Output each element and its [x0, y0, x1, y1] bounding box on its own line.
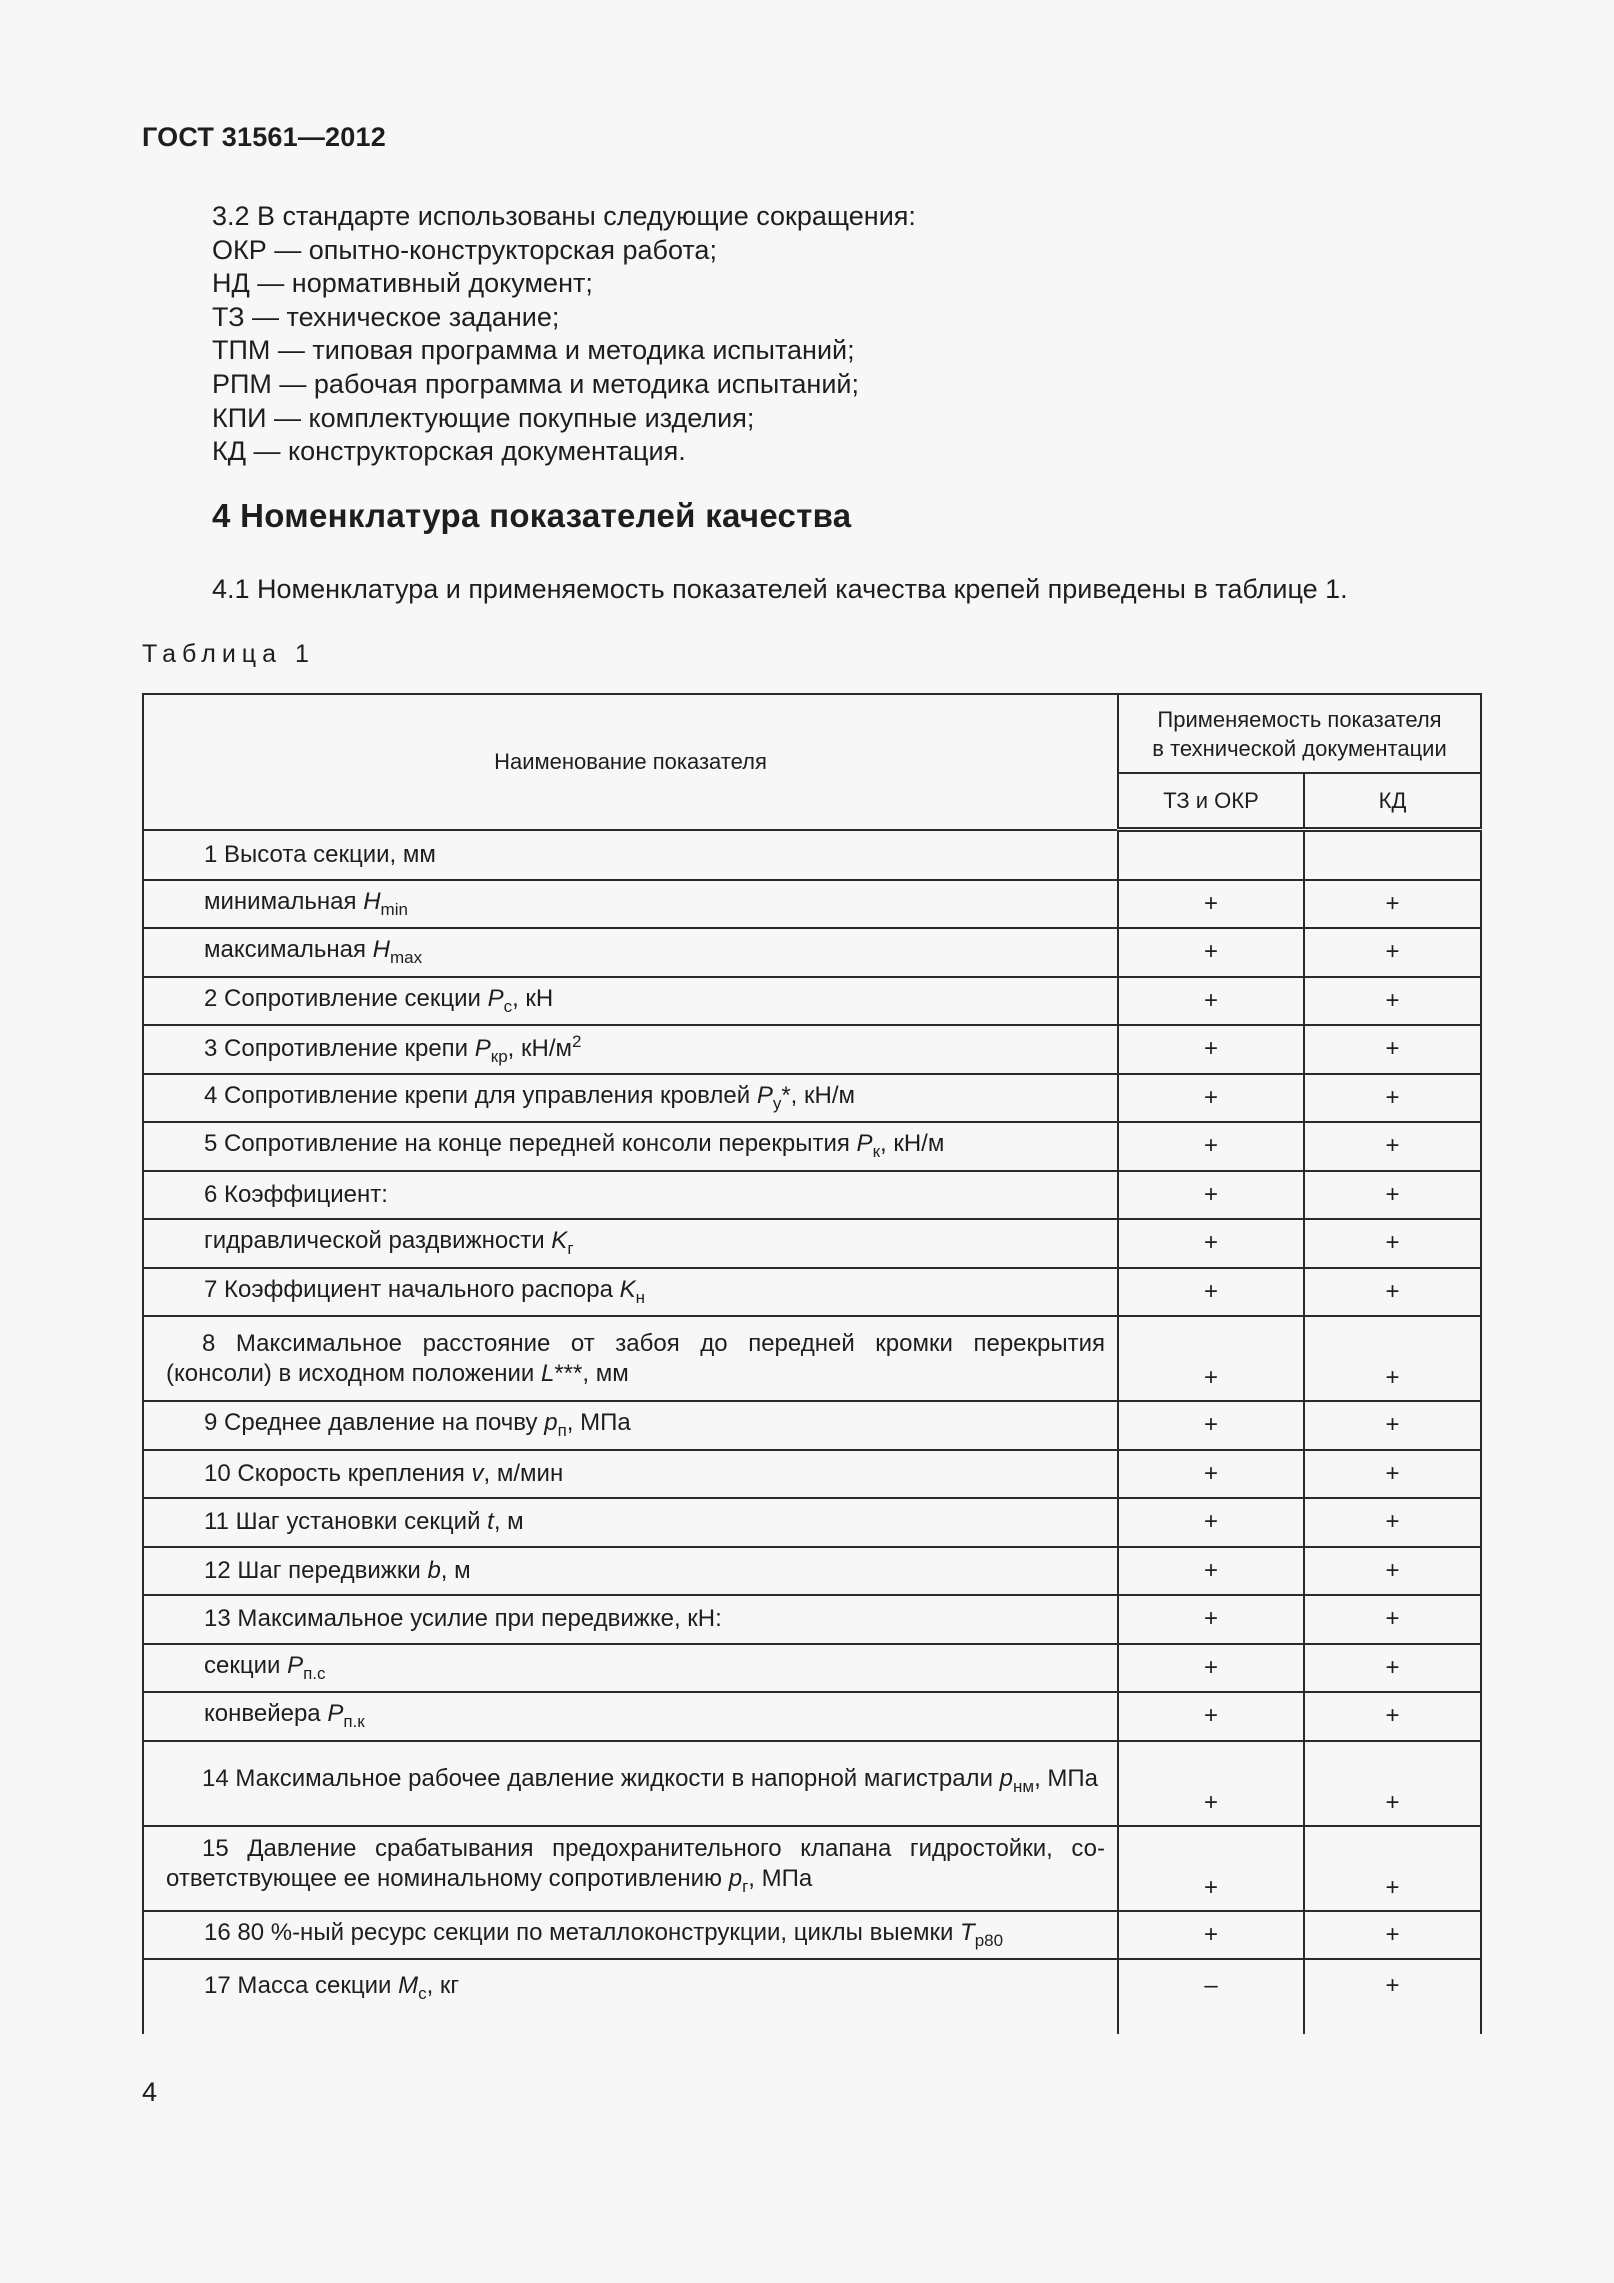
indicator-subscript: нм: [1013, 1776, 1035, 1796]
indicator-symbol: t: [487, 1508, 494, 1536]
column-header-applicability: [1118, 694, 1481, 773]
indicator-symbol: H: [363, 887, 381, 915]
kd-mark-cell: +: [1304, 1959, 1481, 2034]
indicator-text: 8 Максимальное расстояние от забоя до передней кромки перекрытия (консоли) в исходном положении: [166, 1329, 1105, 1387]
abbreviations-list: [212, 200, 916, 469]
kd-mark-cell: +: [1304, 1122, 1481, 1171]
indicator-text: 5 Сопротивление на конце передней консоли перекрытия: [204, 1130, 857, 1158]
indicator-name-cell: [143, 1401, 1118, 1450]
tz-okr-mark-cell: +: [1118, 1025, 1304, 1074]
kd-mark-cell: +: [1304, 1741, 1481, 1826]
table-caption: Таблица 1: [142, 640, 315, 668]
indicator-name-cell: [143, 1171, 1118, 1220]
indicator-symbol: K: [619, 1275, 636, 1303]
indicator-unit: , МПа: [1034, 1765, 1099, 1793]
tz-okr-mark-cell: +: [1118, 1644, 1304, 1693]
kd-mark-cell: +: [1304, 1498, 1481, 1547]
indicator-unit: , м: [493, 1508, 524, 1536]
indicator-subscript: с: [418, 1983, 427, 2003]
tz-okr-mark-cell: +: [1118, 880, 1304, 929]
abbreviation-item: КД — конструкторская документация.: [212, 436, 686, 467]
indicator-symbol: P: [327, 1700, 344, 1728]
indicator-name-cell: [143, 1025, 1118, 1074]
table-row: [143, 1741, 1481, 1826]
indicator-text: конвейера: [204, 1700, 328, 1728]
indicator-text: 9 Среднее давление на почву: [204, 1409, 545, 1437]
indicator-name-cell: [143, 1644, 1118, 1693]
indicator-subscript: к: [872, 1142, 880, 1162]
indicator-name-cell: [143, 977, 1118, 1026]
indicator-subscript: max: [390, 948, 423, 968]
kd-mark-cell: +: [1304, 1911, 1481, 1960]
tz-okr-mark-cell: +: [1118, 1122, 1304, 1171]
table-row: [143, 880, 1481, 929]
indicator-name-cell: [143, 1450, 1118, 1499]
indicator-symbol: P: [474, 1034, 491, 1062]
kd-mark-cell: +: [1304, 1826, 1481, 1911]
kd-mark-cell: +: [1304, 1171, 1481, 1220]
indicator-subscript: г: [567, 1239, 574, 1259]
tz-okr-mark-cell: +: [1118, 1268, 1304, 1317]
indicator-name-cell: [143, 928, 1118, 977]
document-code: ГОСТ 31561—2012: [142, 122, 386, 152]
indicator-subscript: с: [503, 996, 513, 1016]
indicator-subscript: min: [380, 899, 408, 919]
indicator-unit: *, кН/м: [781, 1081, 856, 1109]
kd-mark-cell: +: [1304, 928, 1481, 977]
indicator-text: 2 Сопротивление секции: [204, 984, 488, 1012]
indicator-name-cell: [143, 1547, 1118, 1596]
indicator-text: 13 Максимальное усилие при передвижке, кН:: [204, 1605, 722, 1633]
indicator-name-cell: [143, 830, 1118, 880]
indicator-name-cell: [143, 1074, 1118, 1123]
kd-mark-cell: +: [1304, 880, 1481, 929]
indicator-subscript: п.с: [303, 1663, 326, 1683]
indicator-symbol: b: [427, 1556, 441, 1584]
indicator-text: 14 Максимальное рабочее давление жидкости в напорной магистрали: [202, 1765, 1000, 1793]
indicator-name-cell: [143, 1595, 1118, 1644]
indicator-text: гидравлической раздвижности: [204, 1227, 552, 1255]
indicator-name-cell: [143, 1498, 1118, 1547]
table-row: [143, 1498, 1481, 1547]
indicator-subscript: г: [742, 1876, 749, 1896]
abbreviation-item: ТПМ — типовая программа и методика испытаний;: [212, 335, 855, 366]
table-row: [143, 928, 1481, 977]
tz-okr-mark-cell: +: [1118, 1911, 1304, 1960]
table-row: [143, 1595, 1481, 1644]
table-row: [143, 1268, 1481, 1317]
indicator-symbol: M: [398, 1972, 419, 1999]
table-body: [143, 830, 1481, 2035]
indicator-text: 15 Давление срабатывания предохранительного клапана гидростойки, со-ответствующее ее номинальному сопротивлению: [166, 1835, 1105, 1893]
kd-mark-cell: +: [1304, 1595, 1481, 1644]
indicator-name-cell: [143, 1826, 1118, 1911]
kd-mark-cell: +: [1304, 1401, 1481, 1450]
kd-mark-cell: [1304, 830, 1481, 880]
kd-mark-cell: +: [1304, 1268, 1481, 1317]
indicator-text: 11 Шаг установки секций: [204, 1508, 488, 1536]
tz-okr-mark-cell: +: [1118, 1450, 1304, 1499]
kd-mark-cell: +: [1304, 1074, 1481, 1123]
tz-okr-mark-cell: +: [1118, 1401, 1304, 1450]
indicator-subscript: у: [772, 1093, 782, 1113]
section-paragraph: 4.1 Номенклатура и применяемость показателей качества крепей приведены в таблице 1.: [212, 574, 1348, 604]
indicator-unit: ***, мм: [554, 1359, 629, 1387]
kd-mark-cell: +: [1304, 1692, 1481, 1741]
tz-okr-mark-cell: +: [1118, 1547, 1304, 1596]
column-header-name: Наименование показателя: [143, 694, 1118, 830]
abbreviation-item: ОКР — опытно-конструкторская работа;: [212, 234, 717, 265]
kd-mark-cell: +: [1304, 1025, 1481, 1074]
indicator-text: 12 Шаг передвижки: [204, 1556, 428, 1584]
indicator-text: 3 Сопротивление крепи: [204, 1034, 475, 1062]
indicator-text: максимальная: [204, 936, 373, 964]
table-row: [143, 1122, 1481, 1171]
tz-okr-mark-cell: +: [1118, 1219, 1304, 1268]
indicator-name-cell: [143, 1741, 1118, 1826]
tz-okr-mark-cell: +: [1118, 1171, 1304, 1220]
indicator-unit: , м: [440, 1556, 471, 1584]
indicator-unit: , кН: [512, 984, 554, 1012]
indicator-unit: , кН/м: [507, 1034, 573, 1062]
quality-indicators-table: [142, 693, 1482, 2034]
tz-okr-mark-cell: +: [1118, 977, 1304, 1026]
table-row: [143, 1171, 1481, 1220]
table-row: [143, 1547, 1481, 1596]
indicator-symbol: T: [960, 1918, 975, 1946]
indicator-text: 10 Скорость крепления: [204, 1459, 472, 1487]
indicator-symbol: p: [999, 1765, 1013, 1793]
indicator-unit: , м/мин: [483, 1459, 564, 1487]
indicator-subscript: р80: [974, 1930, 1004, 1950]
table-row: [143, 1219, 1481, 1268]
table-row: [143, 1644, 1481, 1693]
kd-mark-cell: +: [1304, 1547, 1481, 1596]
tz-okr-mark-cell: +: [1118, 928, 1304, 977]
table-row: [143, 1911, 1481, 1960]
indicator-subscript: н: [635, 1287, 645, 1307]
indicator-unit: , МПа: [748, 1865, 813, 1893]
abbreviation-item: КПИ — комплектующие покупные изделия;: [212, 402, 755, 433]
indicator-name-cell: [143, 1692, 1118, 1741]
page-number: 4: [142, 2077, 158, 2107]
indicator-superscript: 2: [572, 1031, 582, 1051]
indicator-symbol: P: [487, 984, 504, 1012]
indicator-name-cell: [143, 1959, 1118, 2034]
indicator-symbol: K: [551, 1227, 568, 1255]
table-row: [143, 1074, 1481, 1123]
indicator-text: минимальная: [204, 887, 364, 915]
tz-okr-mark-cell: [1118, 830, 1304, 880]
indicator-name-cell: [143, 1268, 1118, 1317]
indicator-subscript: п: [557, 1421, 567, 1441]
indicator-symbol: v: [471, 1459, 484, 1487]
indicator-name-cell: [143, 1911, 1118, 1960]
table-row: [143, 1401, 1481, 1450]
column-header-kd: КД: [1304, 773, 1481, 830]
tz-okr-mark-cell: +: [1118, 1741, 1304, 1826]
table-row: [143, 1450, 1481, 1499]
indicator-unit: , кг: [426, 1972, 460, 1999]
indicator-text: 6 Коэффициент:: [204, 1180, 388, 1208]
indicator-text: 4 Сопротивление крепи для управления кровлей: [204, 1081, 757, 1109]
indicator-subscript: п.к: [343, 1712, 365, 1732]
tz-okr-mark-cell: +: [1118, 1692, 1304, 1741]
indicator-text: 7 Коэффициент начального распора: [204, 1275, 620, 1303]
indicator-symbol: P: [287, 1651, 304, 1679]
indicator-name-cell: [143, 880, 1118, 929]
table-row: [143, 1025, 1481, 1074]
abbreviation-item: РПМ — рабочая программа и методика испытаний;: [212, 368, 859, 399]
table-row: [143, 830, 1481, 880]
kd-mark-cell: +: [1304, 1219, 1481, 1268]
table-row: [143, 1826, 1481, 1911]
tz-okr-mark-cell: +: [1118, 1498, 1304, 1547]
indicator-symbol: p: [728, 1865, 743, 1893]
indicator-text: секции: [204, 1651, 288, 1679]
indicator-symbol: L: [540, 1359, 555, 1387]
indicator-text: 17 Масса секции: [204, 1972, 399, 1999]
indicator-name-cell: [143, 1219, 1118, 1268]
applicability-line-1: Применяемость показателя: [1157, 706, 1442, 732]
table-row: [143, 1316, 1481, 1401]
table-row: [143, 1692, 1481, 1741]
indicator-symbol: p: [544, 1409, 558, 1437]
indicator-text: 1 Высота секции, мм: [204, 840, 436, 868]
kd-mark-cell: +: [1304, 1644, 1481, 1693]
indicator-unit: , кН/м: [880, 1130, 945, 1158]
indicator-name-cell: [143, 1122, 1118, 1171]
indicator-text: 16 80 %-ный ресурс секции по металлоконструкции, циклы выемки: [204, 1918, 961, 1946]
abbreviation-item: НД — нормативный документ;: [212, 268, 593, 299]
indicator-symbol: H: [372, 936, 390, 964]
indicator-symbol: P: [856, 1130, 873, 1158]
tz-okr-mark-cell: +: [1118, 1826, 1304, 1911]
tz-okr-mark-cell: –: [1118, 1959, 1304, 2034]
indicator-subscript: кр: [490, 1046, 508, 1066]
indicator-symbol: P: [756, 1081, 773, 1109]
kd-mark-cell: +: [1304, 1450, 1481, 1499]
abbreviation-item: ТЗ — техническое задание;: [212, 301, 560, 332]
tz-okr-mark-cell: +: [1118, 1074, 1304, 1123]
kd-mark-cell: +: [1304, 977, 1481, 1026]
column-header-tz-okr: ТЗ и ОКР: [1118, 773, 1304, 830]
table-row: [143, 1959, 1481, 2034]
tz-okr-mark-cell: +: [1118, 1595, 1304, 1644]
kd-mark-cell: +: [1304, 1316, 1481, 1401]
indicator-name-cell: [143, 1316, 1118, 1401]
indicator-unit: , МПа: [566, 1409, 631, 1437]
applicability-line-2: в технической документации: [1152, 735, 1447, 761]
tz-okr-mark-cell: +: [1118, 1316, 1304, 1401]
abbreviations-intro: 3.2 В стандарте использованы следующие сокращения:: [212, 201, 916, 231]
table-row: [143, 977, 1481, 1026]
section-heading: 4 Номенклатура показателей качества: [212, 497, 852, 534]
